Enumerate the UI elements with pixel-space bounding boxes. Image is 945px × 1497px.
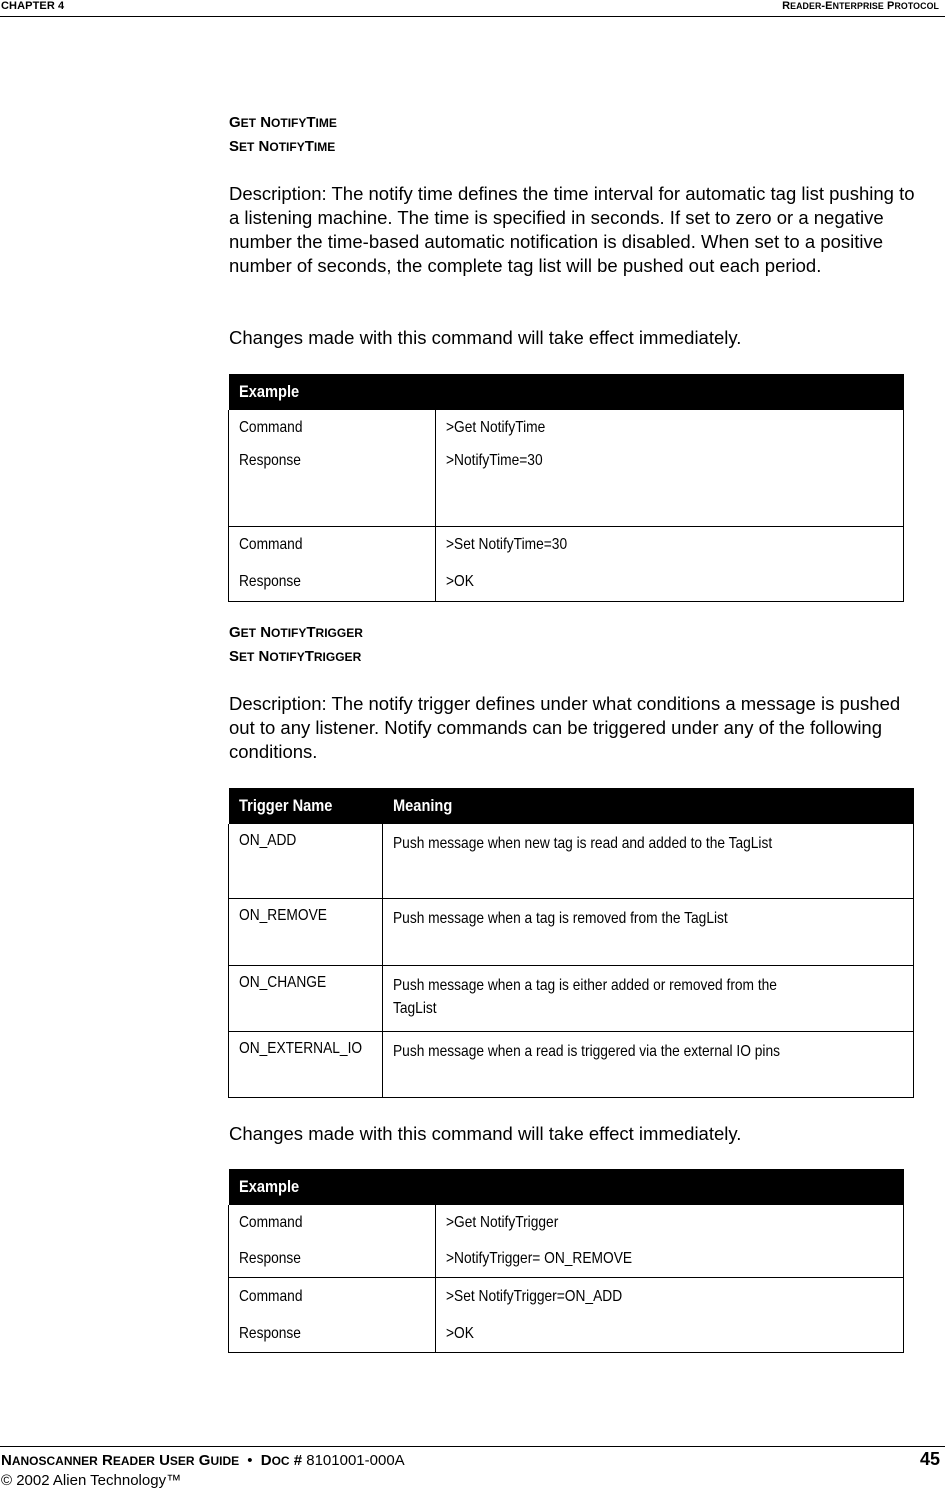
table-row [229,824,914,899]
meaning-column-header: Meaning [383,788,914,824]
row-label: Command [239,1214,303,1231]
small-caps-text: NANOSCANNER READER USER GUIDE [1,1452,240,1469]
section-title-part: NTERPRISE [832,1,884,11]
set-notifytime-heading [229,135,335,159]
row-label: Command [239,536,303,553]
table-row [229,563,904,602]
trigger-name-column-header: Trigger Name [229,788,383,824]
table-row [229,966,914,1032]
guide-title [1,1452,239,1469]
trigger-meaning: Push message when a tag is either added or removed from the TagList [393,977,778,1017]
notifytrigger-conditions-table [228,788,914,1098]
small-caps-text: DOC # [260,1452,303,1469]
section-title-part: P [883,0,895,12]
row-value: >OK [446,1324,474,1342]
doc-number: 8101001-000A [306,1452,405,1469]
section-title-part: EADER [790,1,822,11]
row-value: >Set NotifyTrigger=ON_ADD [446,1287,623,1305]
table-row [229,1032,914,1098]
table-row [229,1205,904,1241]
row-value: >Set NotifyTime=30 [446,536,568,553]
table-row [229,1315,904,1353]
footer-rule [0,1446,945,1447]
section-title [782,0,939,12]
small-caps-text: SET NOTIFYTRIGGER [229,648,362,665]
table-row [229,1278,904,1316]
trigger-name: ON_ADD [239,832,297,849]
copyright: © 2002 Alien Technology™ [1,1472,182,1489]
table-row [229,446,904,527]
notifytime-changes-note: Changes made with this command will take effect immediately. [229,327,742,348]
bullet-separator: • [247,1452,253,1469]
notifytrigger-changes-note: Changes made with this command will take effect immediately. [229,1123,742,1144]
table-row [229,527,904,564]
trigger-name: ON_REMOVE [239,907,327,924]
set-notifytrigger-heading [229,645,361,669]
table-row [229,1241,904,1278]
header-rule [0,16,945,17]
example-table-header: Example [229,374,904,410]
table-row [229,899,914,966]
chapter-label: CHAPTER 4 [1,0,65,12]
row-value: >Get NotifyTrigger [446,1214,559,1231]
notifytrigger-example-table [228,1169,904,1353]
row-label: Response [239,1250,301,1267]
example-table-header: Example [229,1169,904,1205]
row-label: Command [239,1287,303,1305]
trigger-meaning: Push message when a read is triggered via the external IO pins [393,1043,781,1060]
section-title-part: -E [821,0,833,12]
footer-doc-line [1,1452,405,1469]
trigger-meaning: Push message when new tag is read and added to the TagList [393,835,773,852]
small-caps-text: GET NOTIFYTRIGGER [229,624,363,641]
row-label: Response [239,452,301,469]
row-value: >NotifyTrigger= ON_REMOVE [446,1250,633,1267]
row-value: >OK [446,573,474,590]
row-label: Response [239,1324,301,1342]
page-number: 45 [919,1449,940,1469]
notifytime-example-table [228,374,904,602]
trigger-name: ON_EXTERNAL_IO [239,1040,363,1057]
trigger-name: ON_CHANGE [239,974,327,991]
get-notifytime-heading [229,111,337,135]
row-value: >Get NotifyTime [446,419,546,436]
small-caps-text: GET NOTIFYTIME [229,114,337,131]
notifytime-description: Description: The notify time defines the time interval for automatic tag list pushing to a listening machine. The time is specified in seconds. If set to zero or a negative number the time-based automatic notification is disabled. When set to a positive number of seconds, the complete tag list will be pushed out each period. [229,183,915,276]
doc-label [261,1452,302,1469]
get-notifytrigger-heading [229,621,363,645]
row-label: Response [239,573,301,590]
table-row [229,410,904,446]
notifytrigger-description: Description: The notify trigger defines under what conditions a message is pushed out to any listener. Notify commands can be triggered under any of the following conditions. [229,693,901,762]
trigger-meaning: Push message when a tag is removed from the TagList [393,910,728,927]
section-title-part: ROTOCOL [894,1,939,11]
section-title-part: R [782,0,791,12]
small-caps-text: SET NOTIFYTIME [229,138,336,155]
row-value: >NotifyTime=30 [446,452,543,469]
row-label: Command [239,419,303,436]
